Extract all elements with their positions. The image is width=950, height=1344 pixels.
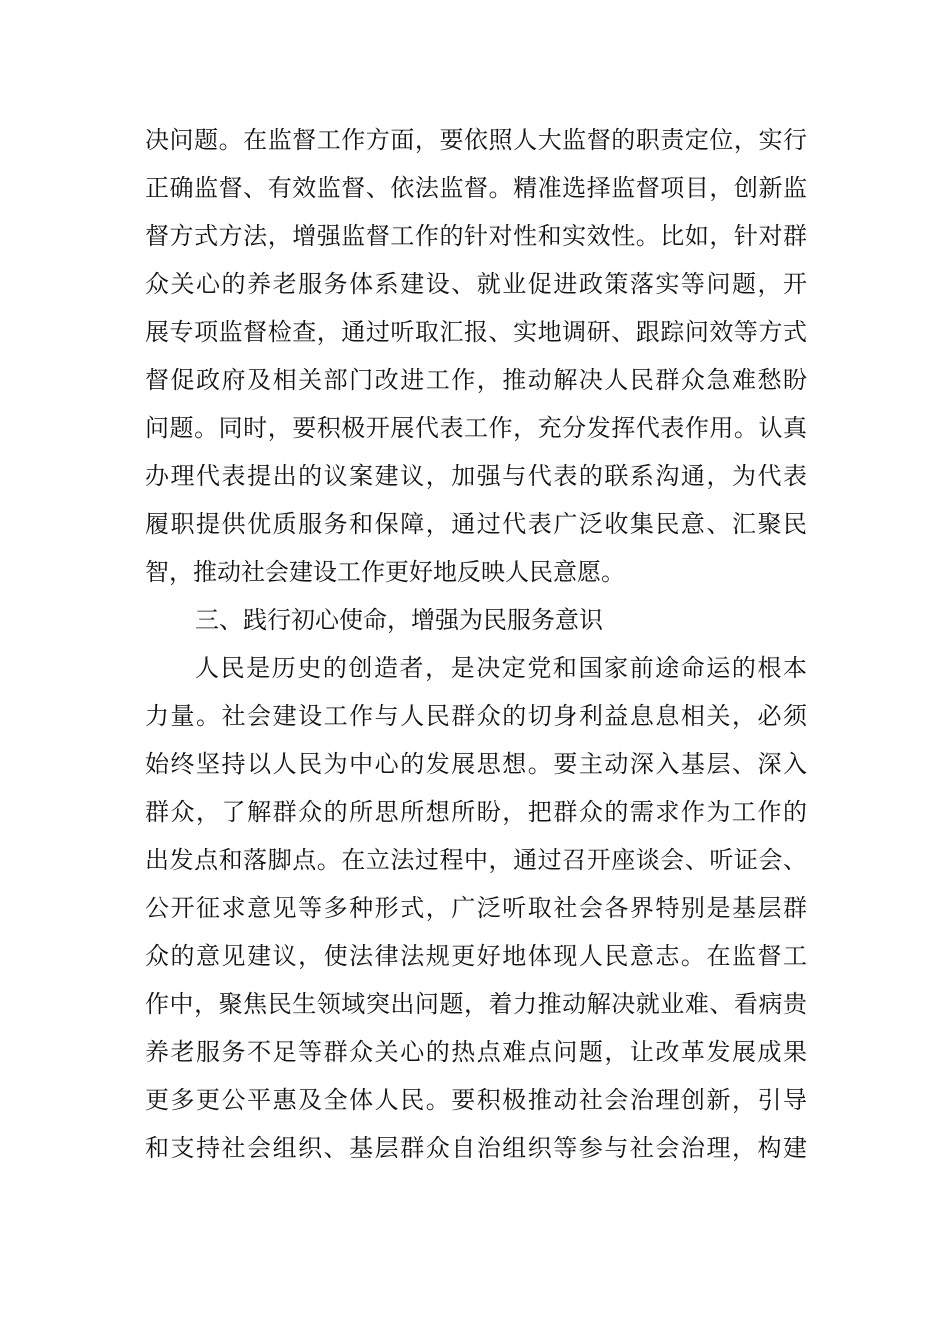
paragraph-line: 更多更公平惠及全体人民。要积极推动社会治理创新，引导 — [145, 1086, 807, 1114]
paragraph-line: 力量。社会建设工作与人民群众的切身利益息息相关，必须 — [145, 702, 807, 730]
paragraph-line: 履职提供优质服务和保障，通过代表广泛收集民意、汇聚民 — [145, 510, 807, 538]
paragraph-line: 问题。同时，要积极开展代表工作，充分发挥代表作用。认真 — [145, 414, 807, 442]
paragraph-line: 公开征求意见等多种形式，广泛听取社会各界特别是基层群 — [145, 894, 807, 922]
paragraph-line: 展专项监督检查，通过听取汇报、实地调研、跟踪问效等方式 — [145, 318, 807, 346]
paragraph-line: 办理代表提出的议案建议，加强与代表的联系沟通，为代表 — [145, 462, 807, 490]
paragraph-line: 出发点和落脚点。在立法过程中，通过召开座谈会、听证会、 — [145, 846, 807, 874]
paragraph-line: 群众，了解群众的所思所想所盼，把群众的需求作为工作的 — [145, 798, 807, 826]
paragraph-line: 智，推动社会建设工作更好地反映人民意愿。 — [145, 558, 625, 586]
paragraph-line: 养老服务不足等群众关心的热点难点问题，让改革发展成果 — [145, 1038, 807, 1066]
paragraph-line: 决问题。在监督工作方面，要依照人大监督的职责定位，实行 — [145, 126, 807, 154]
paragraph-line: 督促政府及相关部门改进工作，推动解决人民群众急难愁盼 — [145, 366, 807, 394]
paragraph-line: 人民是历史的创造者，是决定党和国家前途命运的根本 — [195, 654, 807, 682]
paragraph-line: 正确监督、有效监督、依法监督。精准选择监督项目，创新监 — [145, 174, 807, 202]
paragraph-line: 和支持社会组织、基层群众自治组织等参与社会治理，构建 — [145, 1134, 807, 1162]
section-heading: 三、践行初心使命，增强为民服务意识 — [195, 606, 603, 634]
paragraph-line: 众关心的养老服务体系建设、就业促进政策落实等问题，开 — [145, 270, 807, 298]
paragraph-line: 作中，聚焦民生领域突出问题，着力推动解决就业难、看病贵 — [145, 990, 807, 1018]
paragraph-line: 督方式方法，增强监督工作的针对性和实效性。比如，针对群 — [145, 222, 807, 250]
paragraph-line: 众的意见建议，使法律法规更好地体现人民意志。在监督工 — [145, 942, 807, 970]
paragraph-line: 始终坚持以人民为中心的发展思想。要主动深入基层、深入 — [145, 750, 807, 778]
document-page — [145, 116, 807, 1172]
